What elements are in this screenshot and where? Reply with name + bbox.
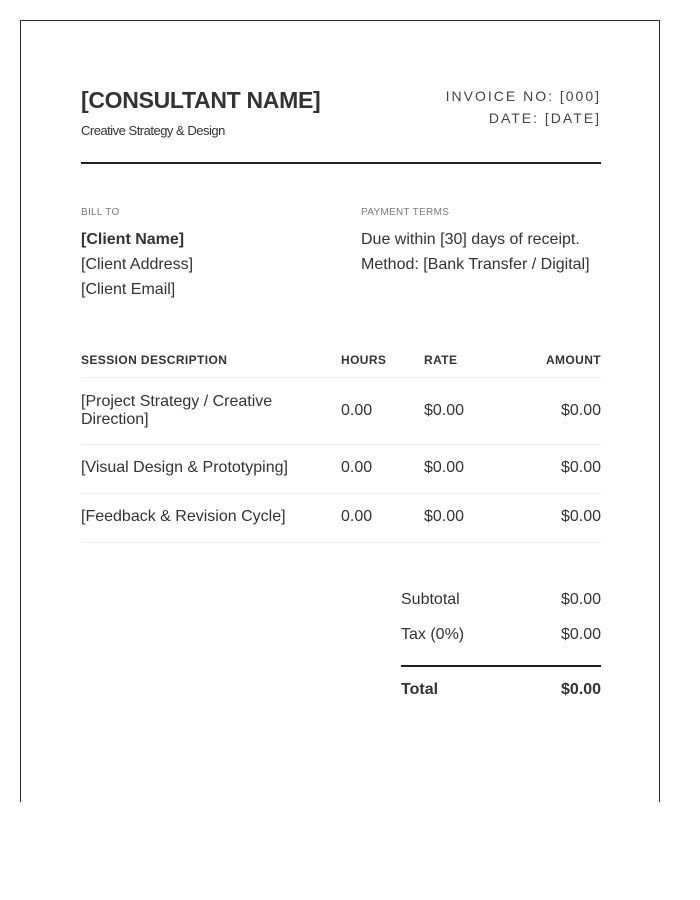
- invoice-meta: [446, 85, 601, 129]
- client-name: [Client Name]: [81, 231, 185, 248]
- totals-section: [401, 589, 601, 714]
- client-email: [Client Email]: [81, 281, 176, 298]
- row-amount: $0.00: [560, 508, 601, 525]
- tax-label: Tax (0%): [401, 626, 465, 643]
- header-rate: RATE: [424, 353, 458, 367]
- client-address: [Client Address]: [81, 256, 194, 273]
- header-divider: [81, 162, 601, 164]
- header-hours: HOURS: [341, 353, 387, 367]
- tax-value: $0.00: [560, 626, 601, 643]
- bill-to-label: BILL TO: [81, 207, 120, 218]
- row-amount: $0.00: [560, 459, 601, 476]
- invoice-number: INVOICE NO: [000]: [445, 88, 601, 104]
- table-row: [81, 494, 601, 543]
- payment-terms-label: PAYMENT TERMS: [361, 207, 450, 218]
- row-rate: $0.00: [424, 508, 465, 525]
- payment-due: Due within [30] days of receipt.: [361, 231, 580, 248]
- payment-method: Method: [Bank Transfer / Digital]: [361, 256, 590, 273]
- header-amount: AMOUNT: [545, 353, 601, 367]
- row-hours: 0.00: [341, 508, 373, 525]
- payment-terms-section: [361, 207, 601, 277]
- bill-to-section: [81, 207, 341, 302]
- tax-row: [401, 624, 601, 659]
- row-rate: $0.00: [424, 459, 465, 476]
- row-description: [Visual Design & Prototyping]: [81, 459, 288, 476]
- subtotal-value: $0.00: [560, 591, 601, 608]
- subtotal-label: Subtotal: [401, 591, 460, 608]
- total-row: [401, 679, 601, 714]
- header-description: SESSION DESCRIPTION: [81, 353, 228, 367]
- invoice-date: DATE: [DATE]: [488, 110, 601, 126]
- consultant-name: [CONSULTANT NAME]: [81, 87, 321, 113]
- table-row: [81, 378, 601, 445]
- row-hours: 0.00: [341, 459, 373, 476]
- row-description: [Feedback & Revision Cycle]: [81, 508, 286, 525]
- total-label: Total: [401, 681, 439, 698]
- table-row: [81, 445, 601, 494]
- row-hours: 0.00: [341, 402, 373, 419]
- table-header: [81, 349, 601, 378]
- invoice-page: [20, 20, 660, 802]
- row-rate: $0.00: [424, 402, 465, 419]
- row-description: [Project Strategy / Creative Direction]: [81, 393, 273, 428]
- row-amount: $0.00: [560, 402, 601, 419]
- subtotal-row: [401, 589, 601, 624]
- sessions-table: [81, 349, 601, 543]
- total-value: $0.00: [560, 681, 601, 698]
- totals-divider: [401, 665, 601, 667]
- consultant-tagline: Creative Strategy & Design: [81, 123, 225, 138]
- invoice-header: [81, 85, 601, 165]
